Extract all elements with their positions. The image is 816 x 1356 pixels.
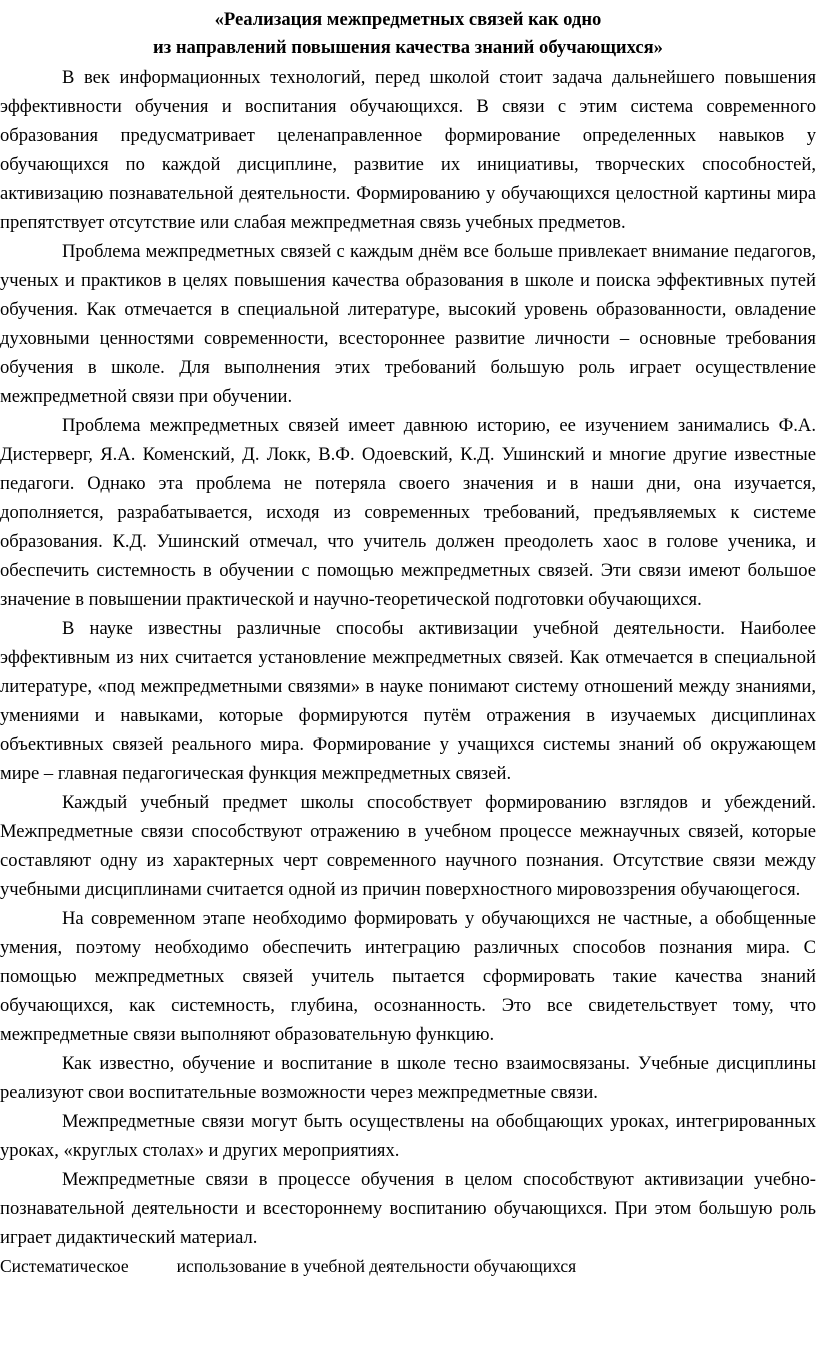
paragraph-1: В век информационных технологий, перед школой стоит задача дальнейшего повышения эффективности обучения и воспитания обучающихся. В связи с этим система современного образования предусматривает целенаправленное формирование определенных навыков у обучающихся по каждой дисциплине, развитие их инициативы, творческих способностей, активизацию познавательной деятельности. Формированию у обучающихся целостной картины мира препятствует отсутствие или слабая межпредметная связь учебных предметов.	[0, 67, 816, 233]
paragraph-7: Как известно, обучение и воспитание в школе тесно взаимосвязаны. Учебные дисциплины реализуют свои воспитательные возможности через межпредметные связи.	[0, 1053, 816, 1103]
paragraph-9: Межпредметные связи в процессе обучения в целом способствуют активизации учебно-познавательной деятельности и всестороннему воспитанию обучающихся. При этом большую роль играет дидактический материал.	[0, 1169, 816, 1248]
document-body	[0, 63, 816, 1252]
title-line-1: «Реализация межпредметных связей как одно	[214, 9, 602, 30]
document-title	[0, 6, 816, 62]
cut-off-word: Систематическое	[0, 1256, 129, 1276]
cut-off-rest: использование в учебной деятельности обучающихся	[176, 1256, 577, 1276]
paragraph-2: Проблема межпредметных связей с каждым днём все больше привлекает внимание педагогов, ученых и практиков в целях повышения качества образования в школе и поиска эффективных путей обучения. Как отмечается в специальной литературе, высокий уровень образованности, овладение духовными ценностями современности, всестороннее развитие личности – основные требования обучения в школе. Для выполнения этих требований большую роль играет осуществление межпредметной связи при обучении.	[0, 241, 816, 407]
paragraph-5: Каждый учебный предмет школы способствует формированию взглядов и убеждений. Межпредметные связи способствуют отражению в учебном процессе межнаучных связей, которые составляют одну из характерных черт современного научного познания. Отсутствие связи между учебными дисциплинами считается одной из причин поверхностного мировоззрения обучающегося.	[0, 792, 816, 900]
paragraph-4: В науке известны различные способы активизации учебной деятельности. Наиболее эффективным из них считается установление межпредметных связей. Как отмечается в специальной литературе, «под межпредметными связями» в науке понимают систему отношений между знаниями, умениями и навыками, которые формируются путём отражения в изучаемых дисциплинах объективных связей реального мира. Формирование у учащихся системы знаний об окружающем мире – главная педагогическая функция межпредметных связей.	[0, 618, 816, 784]
paragraph-8: Межпредметные связи могут быть осуществлены на обобщающих уроках, интегрированных уроках, «круглых столах» и других мероприятиях.	[0, 1111, 816, 1161]
cut-off-line	[0, 1254, 816, 1278]
title-line-2: из направлений повышения качества знаний обучающихся»	[153, 37, 663, 58]
paragraph-6: На современном этапе необходимо формировать у обучающихся не частные, а обобщенные умения, поэтому необходимо обеспечить интеграцию различных способов познания мира. С помощью межпредметных связей учитель пытается сформировать такие качества знаний обучающихся, как системность, глубина, осознанность. Это все свидетельствует тому, что межпредметные связи выполняют образовательную функцию.	[0, 908, 816, 1045]
paragraph-3: Проблема межпредметных связей имеет давнюю историю, ее изучением занимались Ф.А. Дистерверг, Я.А. Коменский, Д. Локк, В.Ф. Одоевский, К.Д. Ушинский и многие другие известные педагоги. Однако эта проблема не потеряла своего значения и в наши дни, она изучается, дополняется, разрабатывается, исходя из современных требований, предъявляемых к системе образования. К.Д. Ушинский отмечал, что учитель должен преодолеть хаос в голове ученика, и обеспечить системность в обучении с помощью межпредметных связей. Эти связи имеют большое значение в повышении практической и научно-теоретической подготовки обучающихся.	[0, 415, 816, 610]
